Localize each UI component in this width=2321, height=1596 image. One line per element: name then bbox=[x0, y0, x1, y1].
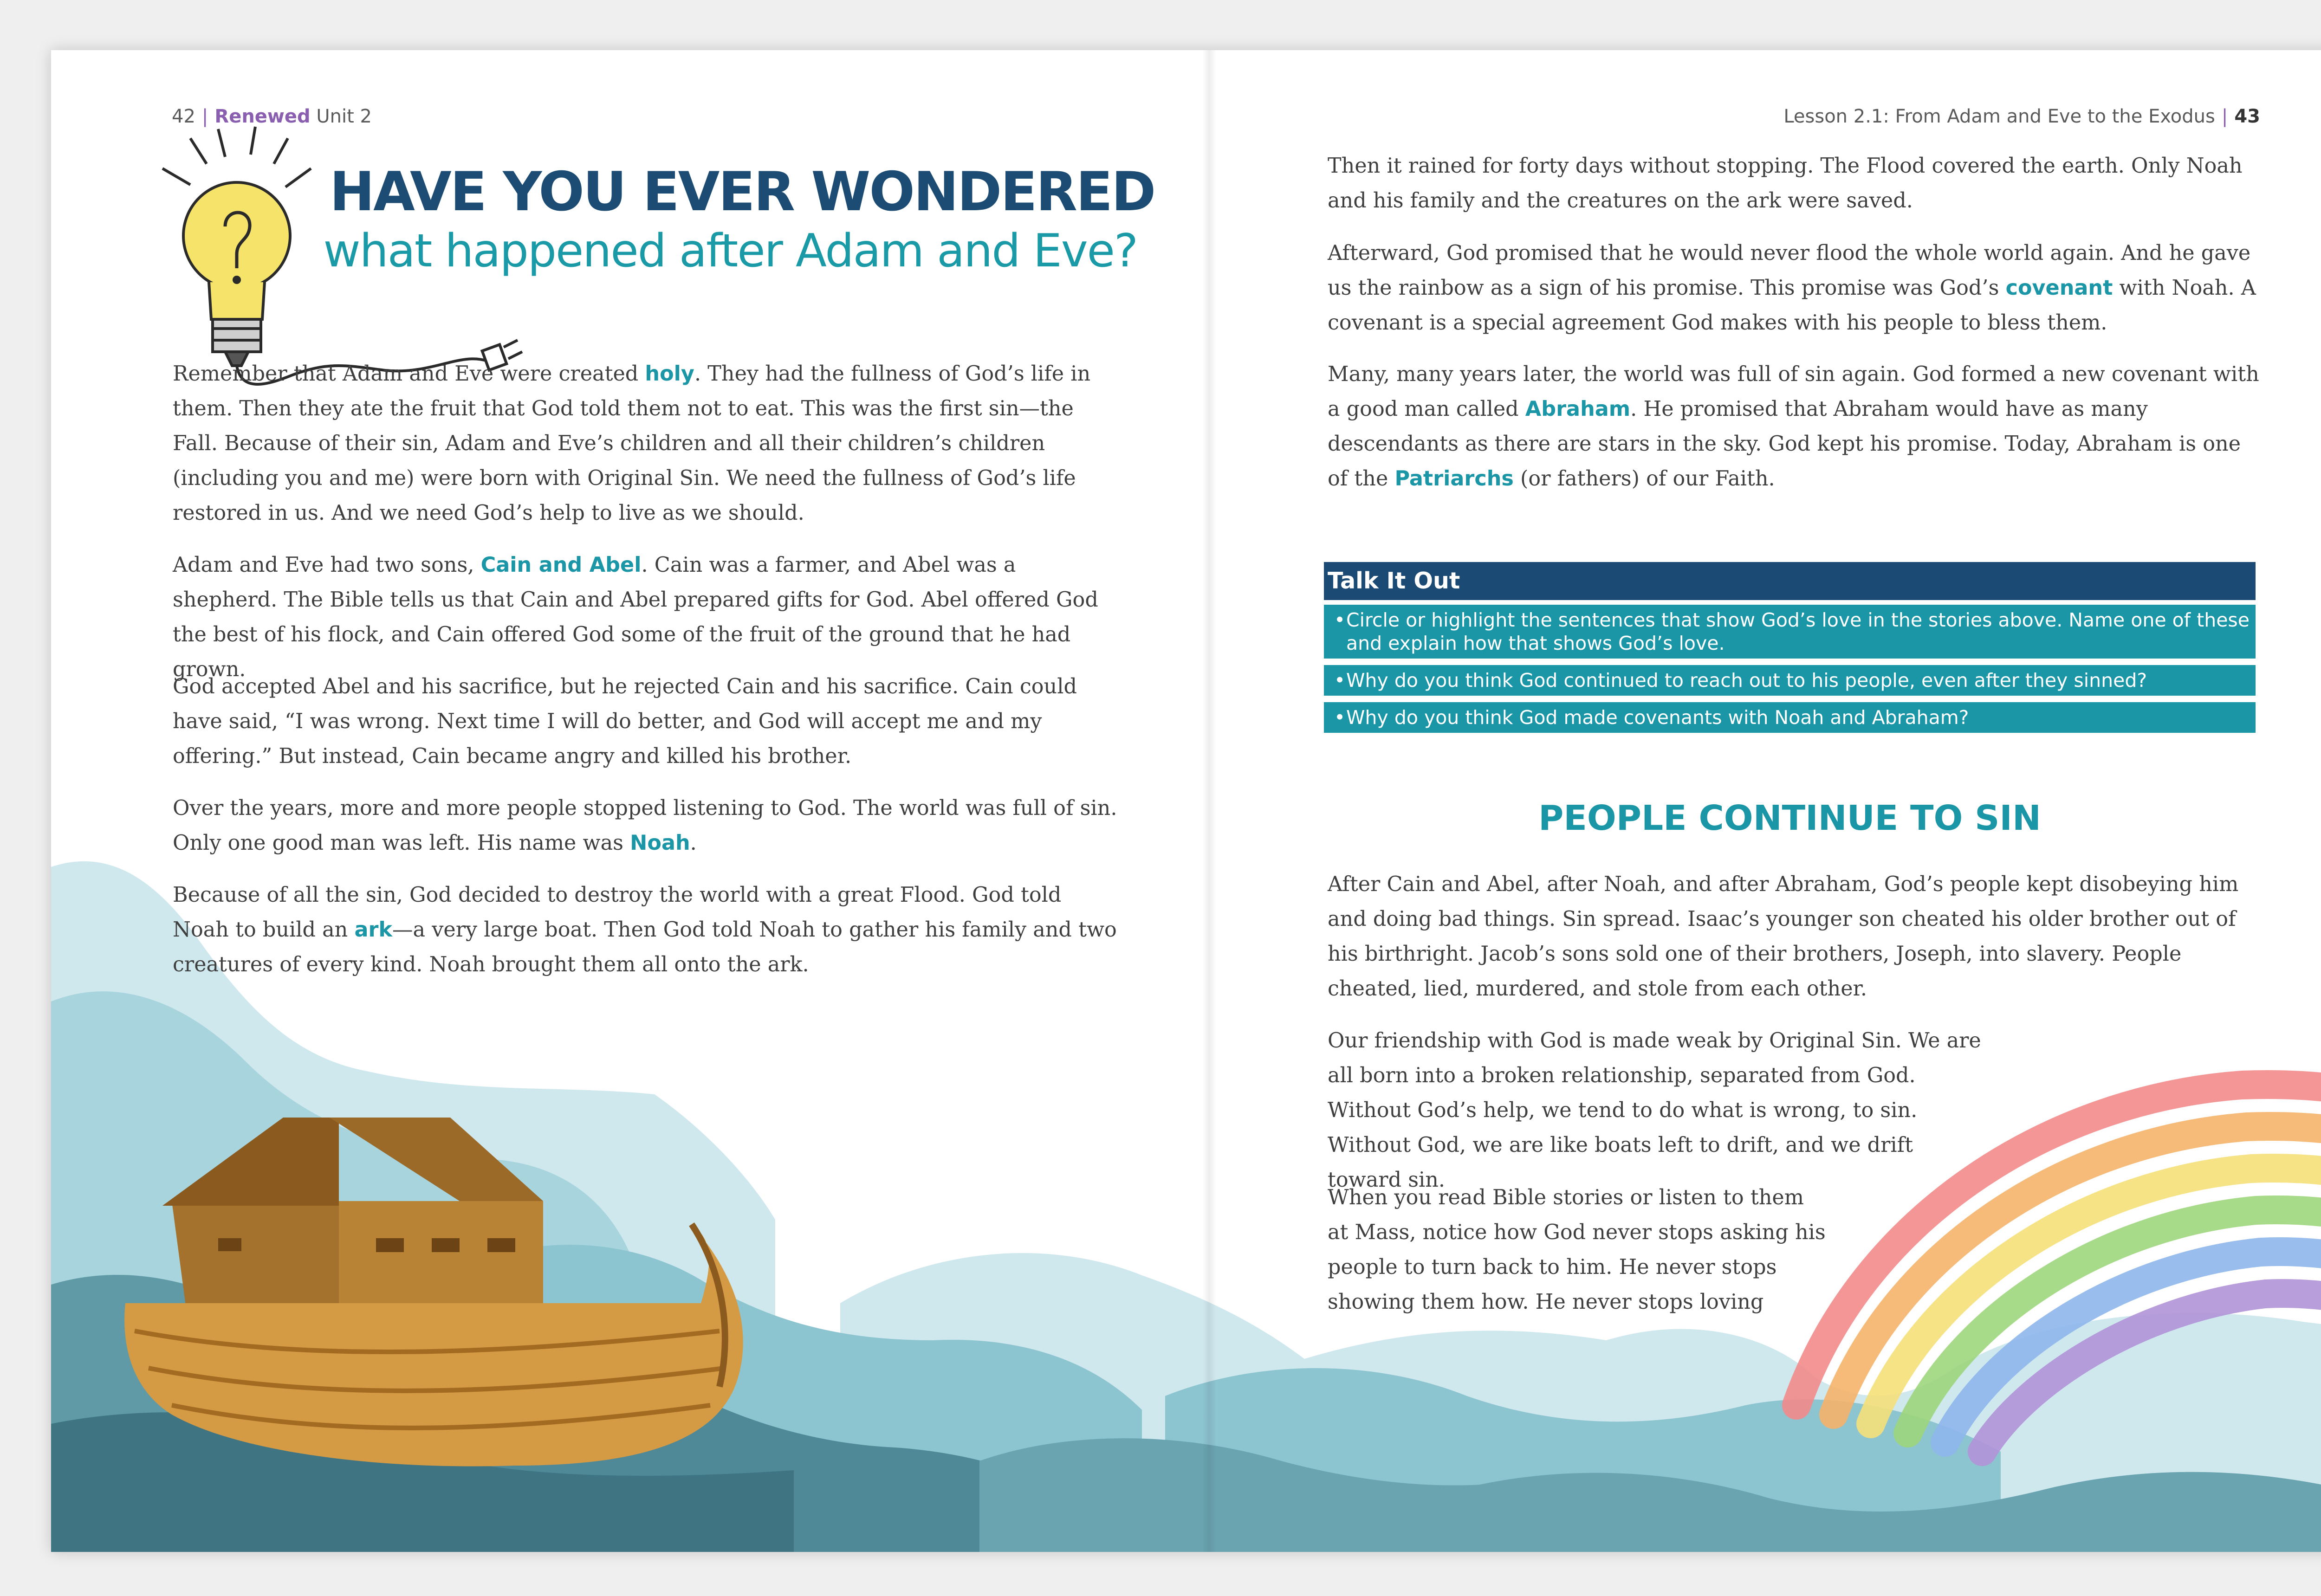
right-folio bbox=[1783, 106, 2260, 127]
folio-separator: | bbox=[2221, 106, 2228, 127]
folio-unit: Unit 2 bbox=[316, 106, 372, 127]
book-spread bbox=[51, 50, 2321, 1552]
paragraph: Then it rained for forty days without stopping. The Flood covered the earth. Only Noah and his family and the creatures on the ark were saved. bbox=[1328, 154, 2243, 213]
page-gutter bbox=[1202, 50, 1216, 1552]
keyword-noah: Noah bbox=[630, 831, 690, 855]
keyword-covenant: covenant bbox=[2005, 276, 2113, 300]
page-number: 43 bbox=[2234, 106, 2260, 127]
paragraph: Many, many years later, the world was full of sin again. God formed a new covenant with a good man called Abraham. He promised that Abraham would have as many descendants as there are stars in the sky. God kept his promise. Today, Abraham is one of the Patriarchs (or fathers) of our Faith. bbox=[1328, 362, 2259, 491]
paragraph: Afterward, God promised that he would never flood the whole world again. And he gave us the rainbow as a sign of his promise. This promise was God’s covenant with Noah. A covenant is a special agreement God makes with his people to bless them. bbox=[1328, 241, 2256, 335]
paragraph: When you read Bible stories or listen to them at Mass, notice how God never stops asking his people to turn back to him. He never stops showing them how. He never stops loving bbox=[1328, 1186, 1826, 1314]
paragraph: God accepted Abel and his sacrifice, but he rejected Cain and his sacrifice. Cain could have said, “I was wrong. Next time I will do better, and God will accept me and my offering.” But instead, Cain became angry and killed his brother. bbox=[173, 675, 1077, 768]
page-number: 42 bbox=[172, 106, 195, 127]
keyword-holy: holy bbox=[645, 362, 694, 386]
page-subtitle: what happened after Adam and Eve? bbox=[323, 225, 1137, 278]
paragraph: Remember that Adam and Eve were created holy. They had the fullness of God’s life in them. Then they ate the fruit that God told them not to eat. This was the first sin—the Fall. Because of their sin, Adam and Eve’s children and all their children’s children (including you and me) were born with Original Sin. We need the fullness of God’s life restored in us. And we need God’s help to live as we should. bbox=[173, 362, 1091, 525]
keyword-abraham: Abraham bbox=[1525, 397, 1631, 421]
paragraph: Our friendship with God is made weak by Original Sin. We are all born into a broken relationship, separated from God. Without God’s help, we tend to do what is wrong, to sin. Without God, we are like boats left to drift, and we drift toward sin. bbox=[1328, 1029, 1981, 1192]
page-title: HAVE YOU EVER WONDERED bbox=[330, 161, 1155, 223]
keyword-cain-and-abel: Cain and Abel bbox=[480, 553, 642, 577]
paragraph: Over the years, more and more people stopped listening to God. The world was full of sin. Only one good man was left. His name was Noah. bbox=[173, 796, 1117, 855]
talk-it-out-heading: Talk It Out bbox=[1324, 562, 2256, 600]
section-heading: PEOPLE CONTINUE TO SIN bbox=[1538, 798, 2041, 838]
paragraph: After Cain and Abel, after Noah, and after Abraham, God’s people kept disobeying him and doing bad things. Sin spread. Isaac’s younger son cheated his older brother out of his birthright. Jacob’s sons sold one of their brothers, Joseph, into slavery. People cheated, lied, murdered, and stole from each other. bbox=[1328, 872, 2239, 1001]
keyword-patriarchs: Patriarchs bbox=[1394, 467, 1514, 491]
discussion-question: • Circle or highlight the sentences that show God’s love in the stories above. Name one of these and explain how that shows God’s love. bbox=[1324, 605, 2256, 659]
paragraph: Adam and Eve had two sons, Cain and Abel. Cain was a farmer, and Abel was a shepherd. The Bible tells us that Cain and Abel prepared gifts for God. Abel offered God the best of his flock, and Cain offered God some of the fruit of the ground that he had grown. bbox=[173, 553, 1098, 681]
folio-lesson: Lesson 2.1: From Adam and Eve to the Exodus bbox=[1783, 106, 2215, 127]
discussion-question: • Why do you think God continued to reach out to his people, even after they sinned? bbox=[1324, 665, 2256, 696]
keyword-ark: ark bbox=[354, 918, 393, 942]
folio-brand: Renewed bbox=[214, 106, 311, 127]
paragraph: Because of all the sin, God decided to destroy the world with a great Flood. God told Noah to build an ark—a very large boat. Then God told Noah to gather his family and two creatures of every kind. Noah brought them all onto the ark. bbox=[173, 883, 1117, 976]
left-folio bbox=[172, 106, 372, 127]
talk-it-out-box bbox=[1324, 562, 2256, 739]
discussion-question: • Why do you think God made covenants with Noah and Abraham? bbox=[1324, 702, 2256, 733]
folio-separator: | bbox=[201, 106, 208, 127]
